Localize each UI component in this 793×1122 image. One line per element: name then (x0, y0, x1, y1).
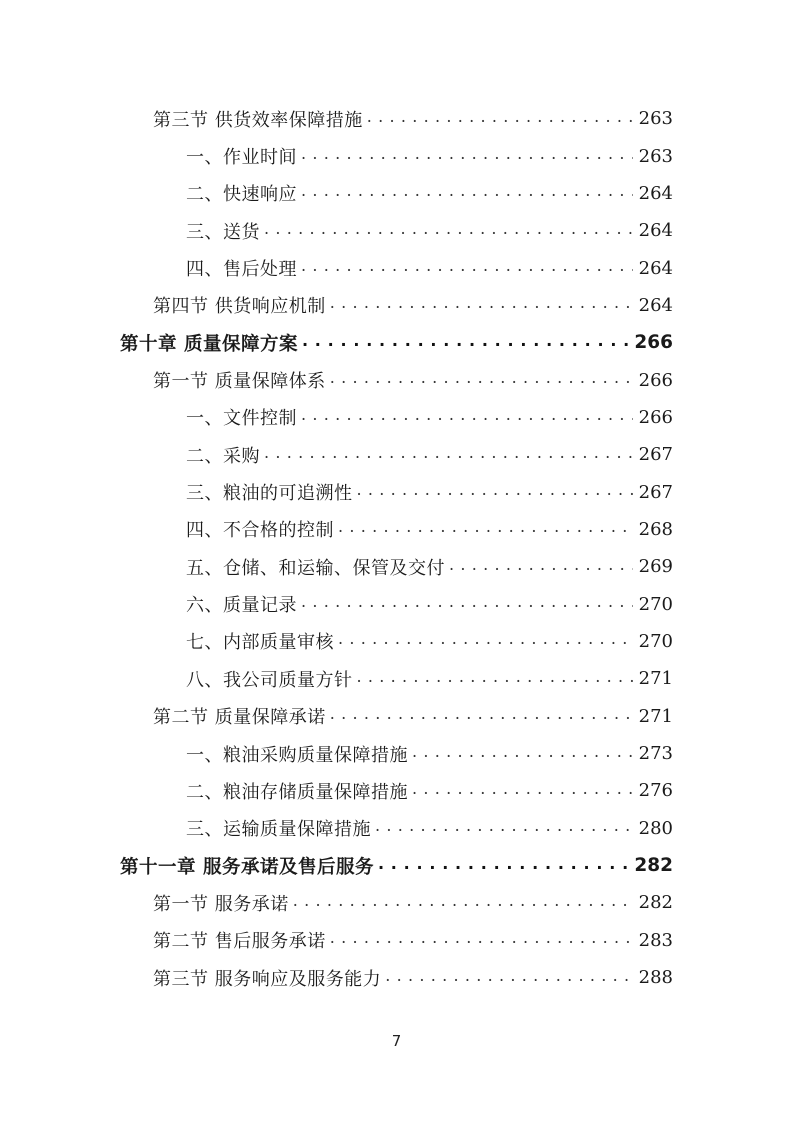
toc-dot-leader (378, 856, 628, 876)
toc-subsection-entry[interactable] (0, 585, 793, 622)
toc-dot-leader (338, 519, 633, 539)
toc-entry-page: 267 (638, 444, 673, 466)
toc-entry-page: 268 (638, 518, 673, 540)
toc-entry-page: 264 (638, 294, 673, 316)
toc-entry-page: 269 (638, 556, 673, 578)
toc-entry-title: 一、文件控制 (186, 408, 297, 430)
toc-entry-page: 282 (634, 855, 673, 877)
toc-entry-page: 263 (638, 145, 673, 167)
toc-entry-page: 288 (638, 967, 673, 989)
toc-entry-title: 八、我公司质量方针 (186, 669, 353, 691)
toc-dot-leader (375, 818, 633, 838)
toc-subsection-entry[interactable] (0, 548, 793, 585)
toc-entry-page: 271 (638, 668, 673, 690)
toc-entry-title: 第一节 质量保障体系 (153, 371, 326, 393)
toc-subsection-entry[interactable] (0, 735, 793, 772)
toc-entry-title: 第二节 售后服务承诺 (153, 931, 326, 953)
toc-section-entry[interactable] (0, 959, 793, 996)
toc-subsection-entry[interactable] (0, 772, 793, 809)
toc-entry-title: 第三节 供货效率保障措施 (153, 109, 363, 131)
toc-entry-title: 二、采购 (186, 445, 260, 467)
toc-dot-leader (367, 109, 633, 129)
toc-entry-page: 270 (638, 593, 673, 615)
toc-entry-title: 第二节 质量保障承诺 (153, 707, 326, 729)
toc-entry-page: 271 (638, 705, 673, 727)
toc-entry-page: 264 (638, 220, 673, 242)
toc-subsection-entry[interactable] (0, 623, 793, 660)
toc-entry-title: 四、不合格的控制 (186, 520, 334, 542)
toc-entry-title: 二、快速响应 (186, 184, 297, 206)
toc-dot-leader (264, 445, 633, 465)
toc-entry-title: 第十章 质量保障方案 (120, 333, 298, 355)
toc-entry-title: 三、粮油的可追溯性 (186, 483, 353, 505)
toc-dot-leader (330, 295, 633, 315)
toc-subsection-entry[interactable] (0, 212, 793, 249)
toc-dot-leader (301, 146, 633, 166)
toc-section-entry[interactable] (0, 884, 793, 921)
toc-entry-page: 264 (638, 182, 673, 204)
toc-dot-leader (301, 594, 633, 614)
toc-dot-leader (412, 781, 633, 801)
toc-chapter-entry[interactable] (0, 324, 793, 361)
toc-entry-page: 282 (638, 892, 673, 914)
toc-entry-page: 266 (634, 332, 673, 354)
toc-subsection-entry[interactable] (0, 660, 793, 697)
toc-dot-leader (330, 370, 633, 390)
toc-subsection-entry[interactable] (0, 511, 793, 548)
table-of-contents (0, 100, 793, 996)
toc-entry-title: 第十一章 服务承诺及售后服务 (120, 856, 374, 878)
toc-subsection-entry[interactable] (0, 399, 793, 436)
toc-entry-page: 263 (638, 108, 673, 130)
toc-entry-title: 五、仓储、和运输、保管及交付 (186, 557, 445, 579)
toc-entry-page: 273 (638, 743, 673, 765)
toc-entry-title: 四、售后处理 (186, 259, 297, 281)
page-number: 7 (391, 1032, 402, 1050)
toc-dot-leader (301, 407, 633, 427)
toc-entry-page: 270 (638, 630, 673, 652)
toc-subsection-entry[interactable] (0, 473, 793, 510)
toc-dot-leader (264, 221, 633, 241)
toc-entry-page: 276 (638, 780, 673, 802)
toc-dot-leader (301, 183, 633, 203)
toc-entry-title: 一、粮油采购质量保障措施 (186, 744, 408, 766)
toc-entry-title: 一、作业时间 (186, 147, 297, 169)
toc-section-entry[interactable] (0, 100, 793, 137)
toc-section-entry[interactable] (0, 287, 793, 324)
toc-entry-page: 264 (638, 257, 673, 279)
toc-dot-leader (330, 930, 633, 950)
toc-subsection-entry[interactable] (0, 436, 793, 473)
toc-entry-title: 第三节 服务响应及服务能力 (153, 968, 382, 990)
toc-chapter-entry[interactable] (0, 847, 793, 884)
toc-dot-leader (412, 744, 633, 764)
toc-entry-page: 267 (638, 481, 673, 503)
toc-dot-leader (330, 706, 633, 726)
toc-dot-leader (385, 968, 632, 988)
toc-subsection-entry[interactable] (0, 175, 793, 212)
toc-subsection-entry[interactable] (0, 249, 793, 286)
toc-dot-leader (338, 631, 633, 651)
toc-dot-leader (301, 258, 633, 278)
toc-dot-leader (357, 482, 633, 502)
toc-entry-title: 第一节 服务承诺 (153, 893, 289, 915)
toc-entry-title: 第四节 供货响应机制 (153, 296, 326, 318)
toc-entry-title: 六、质量记录 (186, 595, 297, 617)
toc-entry-page: 283 (638, 929, 673, 951)
toc-dot-leader (449, 557, 633, 577)
toc-section-entry[interactable] (0, 698, 793, 735)
toc-entry-title: 七、内部质量审核 (186, 632, 334, 654)
toc-subsection-entry[interactable] (0, 810, 793, 847)
toc-entry-page: 266 (638, 406, 673, 428)
toc-entry-page: 280 (638, 817, 673, 839)
toc-section-entry[interactable] (0, 922, 793, 959)
toc-entry-title: 二、粮油存储质量保障措施 (186, 781, 408, 803)
toc-dot-leader (293, 893, 633, 913)
toc-section-entry[interactable] (0, 361, 793, 398)
toc-entry-page: 266 (638, 369, 673, 391)
toc-entry-title: 三、送货 (186, 221, 260, 243)
toc-entry-title: 三、运输质量保障措施 (186, 819, 371, 841)
toc-dot-leader (357, 669, 633, 689)
toc-subsection-entry[interactable] (0, 137, 793, 174)
toc-dot-leader (302, 333, 628, 353)
